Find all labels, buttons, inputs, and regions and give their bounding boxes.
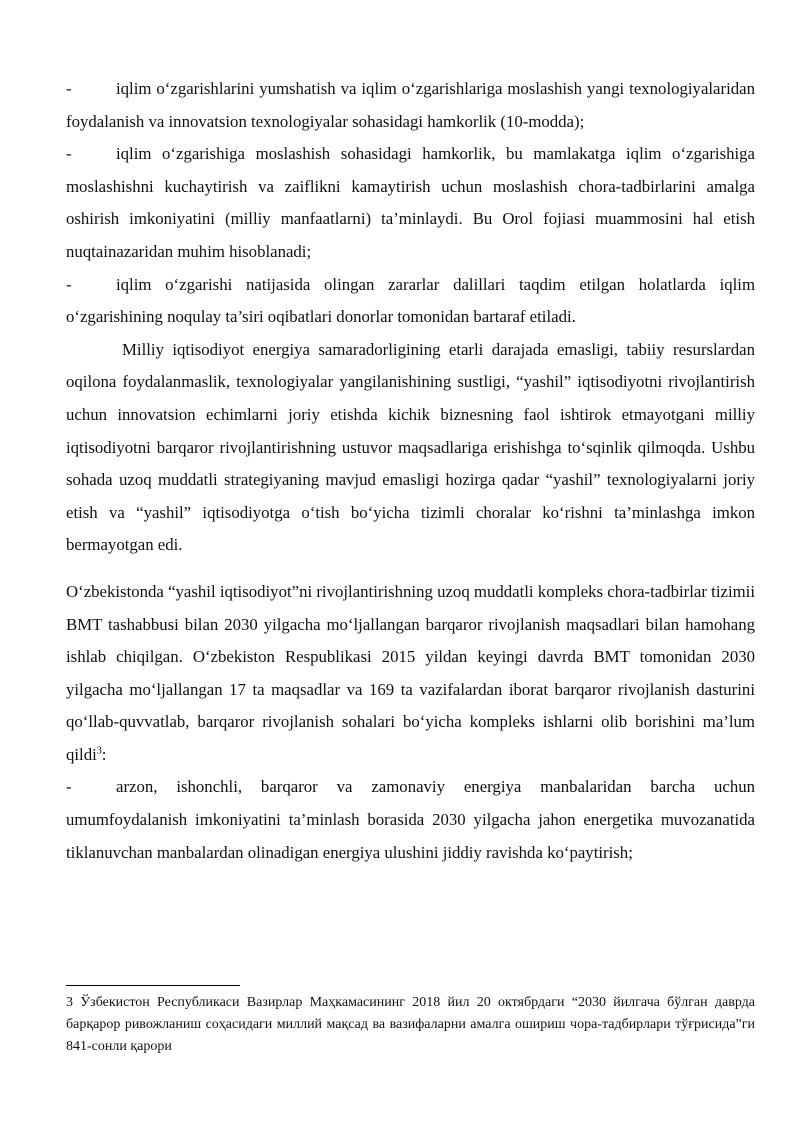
bullet-item [66,73,755,138]
footnote-text: 3 Ўзбекистон Республикаси Вазирлар Маҳкамасининг 2018 йил 20 октябрдаги “2030 йилгача бўлган даврда барқарор ривожланиш соҳасидаги миллий мақсад ва вазифаларни амалга ошириш чора-тадбирлари тўғрисида”ги 841-сонли қарори [66,995,755,1054]
body-paragraph [66,576,755,772]
bullet-dash: - [66,777,72,797]
bullet-text: iqlim o‘zgarishlarini yumshatish va iqlim o‘zgarishlariga moslashish yangi texnologiyalaridan foydalanish va innovatsion texnologiyalar sohasidagi hamkorlik (10-modda); [66,79,755,131]
bullet-item [66,269,755,334]
footnote-divider [66,985,240,986]
bullet-dash: - [66,274,72,294]
bullet-text: iqlim o‘zgarishi natijasida olingan zararlar dalillari taqdim etilgan holatlarda iqlim o‘zgarishining noqulay ta’siri oqibatlari donorlar tomonidan bartaraf etiladi. [66,274,755,327]
bullet-dash: - [66,79,72,98]
paragraph-text: O‘zbekistonda “yashil iqtisodiyot”ni rivojlantirishning uzoq muddatli kompleks chora-tadbirlar tizimii BMT tashabbusi bilan 2030 yilgacha mo‘ljallangan barqaror rivojlanish maqsadlari bilan hamohang ishlab chiqilgan. O‘zbekiston Respublikasi 2015 yildan keyingi davrda BMT tomonidan 2030 yilgacha mo‘ljallangan 17 ta maqsadlar va 169 ta vazifalardan iborat barqaror rivojlanish dasturini qo‘llab-quvvatlab, barqaror rivojlanish sohalari bo‘yicha kompleks ishlarni olib borishini ma’lum qildi [66,581,755,764]
bullet-item [66,138,755,268]
body-paragraph: Milliy iqtisodiyot energiya samaradorligining etarli darajada emasligi, tabiiy resurslardan oqilona foydalanmaslik, texnologiyalar yangilanishining sustligi, “yashil” iqtisodiyotni rivojlantirish uchun innovatsion echimlarni joriy etishda kichik biznesning faol ishtirok etmayotgani milliy iqtisodiyotni barqaror rivojlantirishning ustuvor maqsadlariga erishishga to‘sqinlik qilmoqda. Ushbu sohada uzoq muddatli strategiyaning mavjud emasligi hozirga qadar “yashil” texnologiyalarni joriy etish va “yashil” iqtisodiyotga o‘tish bo‘yicha tizimli choralar ko‘rishni ta’minlashga imkon bermayotgan edi. [66,339,755,555]
bullet-text: arzon, ishonchli, barqaror va zamonaviy energiya manbalaridan barcha uchun umumfoydalanish imkoniyatini ta’minlash borasida 2030 yilgacha jahon energetika muvozanatida tiklanuvchan manbalardan olinadigan energiya ulushini jiddiy ravishda ko‘paytirish; [66,777,755,862]
bullet-item [66,771,755,869]
footnote-ref: 3 [96,745,102,757]
paragraph-end: : [101,744,107,764]
bullet-dash: - [66,144,72,164]
bullet-text: iqlim o‘zgarishiga moslashish sohasidagi hamkorlik, bu mamlakatga iqlim o‘zgarishiga moslashishni kuchaytirish va zaiflikni kamaytirish uchun moslashish chora-tadbirlarini amalga oshirish imkoniyatini (milliy manfaatlarni) ta’minlaydi. Bu Orol fojiasi muammosini hal etish nuqtainazaridan muhim hisoblanadi; [66,144,755,261]
